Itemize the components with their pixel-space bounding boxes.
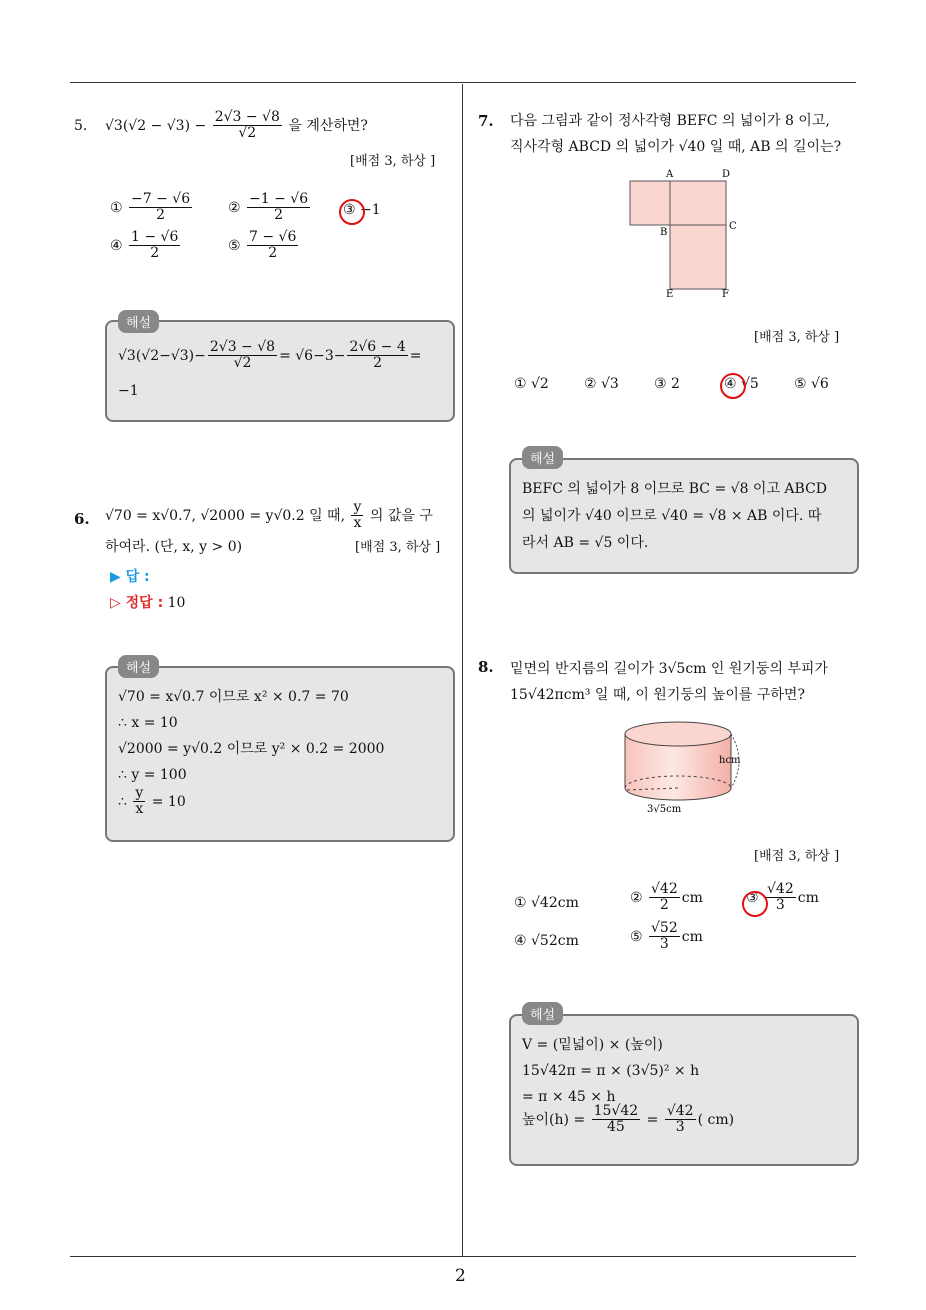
q7-stem-line2: 직사각형 ABCD 의 넓이가 √40 일 때, AB 의 길이는? (510, 139, 842, 155)
label-F: F (722, 289, 729, 300)
q7-stem-line1: 다음 그림과 같이 정사각형 BEFC 의 넓이가 8 이고, (510, 113, 830, 129)
q7-solution-tag: 해설 (522, 446, 563, 469)
q8-sol-line2: 15√42π = π × (3√5)² × h (522, 1063, 700, 1079)
q5-choice-1[interactable]: ① $\frac{-7 - √6}{2}$ (110, 191, 191, 224)
label-h: hcm (719, 755, 741, 766)
label-B: B (660, 227, 668, 238)
q5-expr: √3(√2 − √3) − (105, 117, 207, 134)
q6-sol-line2: ∴ x = 10 (118, 715, 178, 731)
q8-choice-3[interactable]: ③ $\frac{√42}{3}$ cm (746, 881, 819, 914)
q5-frac-den: √2 (238, 125, 257, 142)
bottom-rule (70, 1256, 856, 1257)
q8-stem-line2: 15√42πcm³ 일 때, 이 원기둥의 높이를 구하면? (510, 687, 805, 703)
cylinder-top (625, 722, 731, 746)
label-E: E (666, 289, 674, 300)
top-rule (70, 82, 856, 83)
q5-fraction (213, 110, 282, 142)
q8-sol-line3: = π × 45 × h (522, 1089, 616, 1105)
q6-correct-answer: ▷ 정답 : 10 (110, 595, 186, 611)
q5-tail: 을 계산하면? (288, 117, 368, 134)
q8-score: [배점 3, 하상 ] (754, 849, 840, 864)
q7-choice-4[interactable]: ④ √5 (724, 376, 759, 392)
q7-selected-mark (720, 373, 746, 399)
q6-number: 6. (74, 510, 90, 528)
q6-score: [배점 3, 하상 ] (355, 540, 441, 555)
q6-sol-line4: ∴ y = 100 (118, 767, 187, 783)
q5-choice-2[interactable]: ② $\frac{-1 - √6}{2}$ (228, 191, 309, 224)
q6-sol-line1: √70 = x√0.7 이므로 x² × 0.7 = 70 (118, 689, 349, 705)
page-number: 2 (455, 1266, 466, 1286)
q5-selected-mark (339, 199, 365, 225)
q7-number: 7. (478, 112, 494, 130)
q6-answer-field[interactable]: ▶ 답 : (110, 569, 150, 585)
q8-choice-2[interactable]: ② $\frac{√42}{2}$ cm (630, 881, 703, 914)
q5-stem (105, 110, 368, 142)
label-A: A (666, 169, 674, 180)
q7-choice-2[interactable]: ② √3 (584, 376, 619, 392)
rect-abcd (630, 181, 726, 225)
label-C: C (729, 221, 737, 232)
column-divider (462, 84, 463, 1256)
q7-sol-line2: 의 넓이가 √40 이므로 √40 = √8 × AB 이다. 따 (522, 508, 822, 524)
q7-choice-3[interactable]: ③ 2 (654, 376, 680, 392)
q6-sol-line5: ∴ $\frac{y}{x}$ = 10 (118, 785, 186, 818)
q8-sol-line4: 높이(h) = $\frac{15√42}{45}$ = $\frac{√42}{3}$ ( cm) (522, 1103, 735, 1136)
q6-stem: √70 = x√0.7, √2000 = y√0.2 일 때, $\frac{y}{x}$ 의 값을 구 (105, 499, 433, 532)
q8-figure (615, 712, 755, 818)
q8-choice-5[interactable]: ⑤ $\frac{√52}{3}$ cm (630, 920, 703, 953)
square-befc (670, 225, 726, 289)
q8-choice-1[interactable]: ① √42cm (514, 895, 579, 911)
q6-sol-line3: √2000 = y√0.2 이므로 y² × 0.2 = 2000 (118, 741, 385, 757)
q6-stem-line2: 하여라. (단, x, y > 0) (105, 539, 243, 555)
q6-solution-tag: 해설 (118, 655, 159, 678)
q7-sol-line3: 라서 AB = √5 이다. (522, 535, 649, 551)
q5-score: [배점 3, 하상 ] (350, 154, 436, 169)
q5-choice-3[interactable]: ③ −1 (343, 202, 381, 218)
label-r: 3√5cm (647, 804, 682, 815)
q8-selected-mark (742, 891, 768, 917)
q5-solution-line2: −1 (118, 383, 139, 399)
q5-choice-5[interactable]: ⑤ $\frac{7 - √6}{2}$ (228, 229, 297, 262)
q7-score: [배점 3, 하상 ] (754, 330, 840, 345)
q8-solution-tag: 해설 (522, 1002, 563, 1025)
q5-choice-4[interactable]: ④ $\frac{1 - √6}{2}$ (110, 229, 179, 262)
q7-sol-line1: BEFC 의 넓이가 8 이므로 BC = √8 이고 ABCD (522, 481, 828, 497)
q8-choice-4[interactable]: ④ √52cm (514, 933, 579, 949)
q5-frac-num: 2√3 − √8 (214, 109, 280, 125)
q7-figure (620, 165, 750, 300)
q5-solution-tag: 해설 (118, 310, 159, 333)
q5-number: 5. (74, 118, 88, 134)
label-D: D (722, 169, 731, 180)
q8-stem-line1: 밑면의 반지름의 길이가 3√5cm 인 원기둥의 부피가 (510, 661, 828, 677)
q7-choice-5[interactable]: ⑤ √6 (794, 376, 829, 392)
q8-sol-line1: V = (밑넓이) × (높이) (522, 1037, 663, 1053)
q8-number: 8. (478, 658, 494, 676)
q5-solution-line1: √3(√2−√3)− $\frac{2√3 - √8}{√2}$ = √6−3− $\frac{2√6 - 4}{2}$ = (118, 339, 422, 372)
q7-choice-1[interactable]: ① √2 (514, 376, 549, 392)
